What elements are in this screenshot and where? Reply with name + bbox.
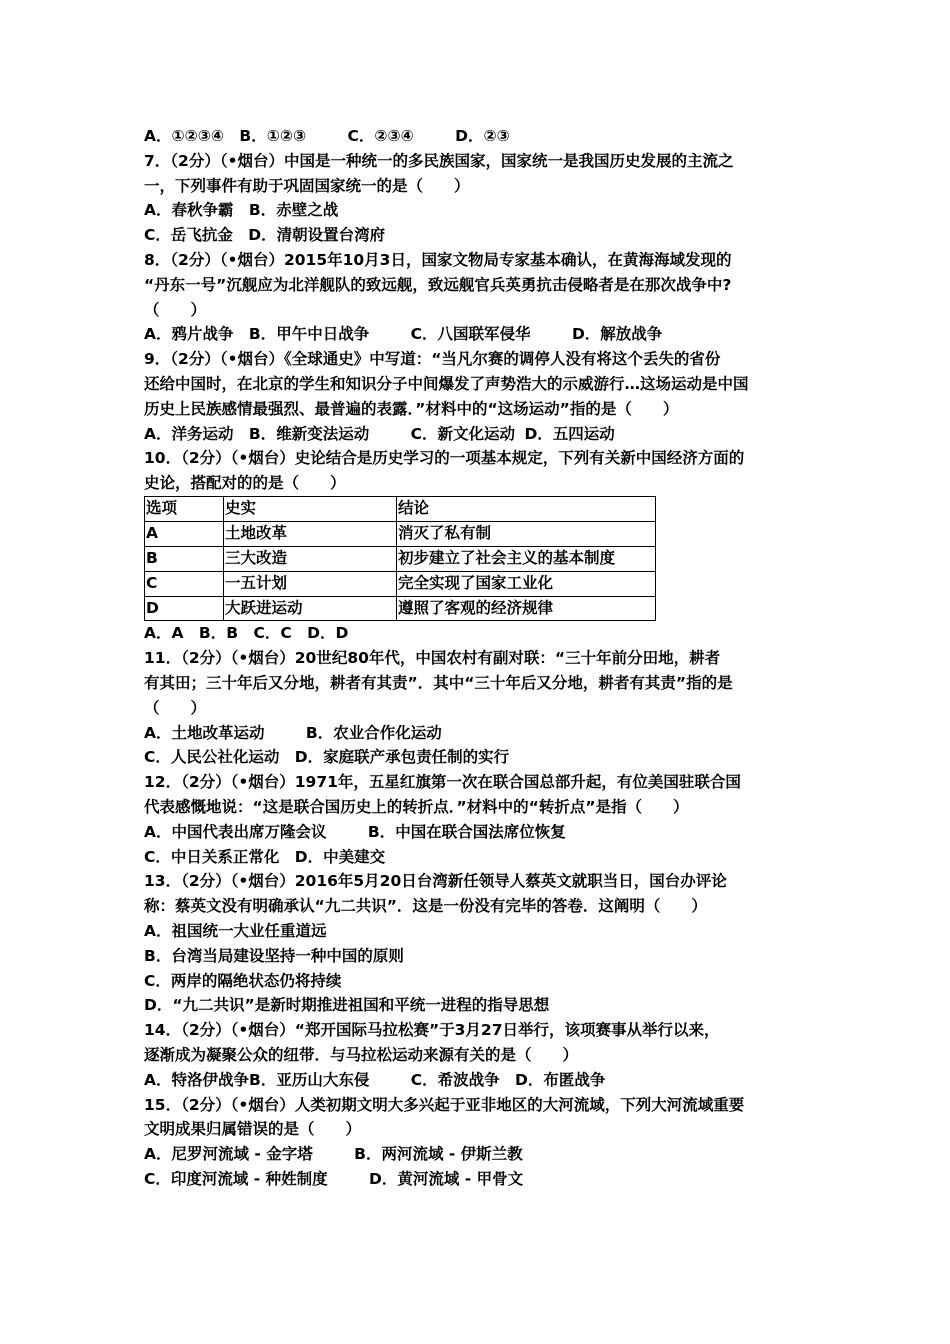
q15-stem-line: 15．（2分）（•烟台）人类初期文明大多兴起于亚非地区的大河流域，下列大河流域重要 <box>144 1095 745 1114</box>
q14-stem-line: 14．（2分）（•烟台）“郑开国际马拉松赛”于3月27日举行，该项赛事从举行以来， <box>144 1021 720 1040</box>
q15-option-d: D．黄河流域 - 甲骨文 <box>369 1170 524 1189</box>
q9-stem-line: 9．（2分）（•烟台）《全球通史》中写道：“当凡尔赛的调停人没有将这个丢失的省份 <box>144 350 721 369</box>
q13-option-d: D．“九二共识”是新时期推进祖国和平统一进程的指导思想 <box>144 996 550 1015</box>
q10-option-b: B．B <box>198 624 239 643</box>
exam-page <box>144 124 814 1192</box>
table-cell: 大跃进运动 <box>224 596 397 621</box>
q11-stem-line: 有其田；三十年后又分地，耕者有其责”．其中“三十年后又分地，耕者有其责”指的是 <box>144 674 733 693</box>
q8-option-d: D．解放战争 <box>571 325 663 344</box>
table-cell: 一五计划 <box>224 571 397 596</box>
q8-option-c: C．八国联军侵华 <box>410 325 531 344</box>
q15-option-b: B．两河流域 - 伊斯兰教 <box>354 1145 523 1164</box>
table-row <box>145 571 656 596</box>
table-cell: C <box>145 571 224 596</box>
q7-stem-line: 一，下列事件有助于巩固国家统一的是（ ） <box>144 176 470 195</box>
q6-option-a: A．①②③④ <box>144 127 224 145</box>
q11-option-a: A．土地改革运动 <box>144 723 265 742</box>
q12-stem-line: 代表感慨地说：“这是联合国历史上的转折点．”材料中的“转折点”是指（ ） <box>144 798 689 817</box>
q11-option-d: D．家庭联产承包责任制的实行 <box>294 748 510 767</box>
q7-option-d: D．清朝设置台湾府 <box>248 226 386 245</box>
q8-option-a: A．鸦片战争 <box>144 325 234 344</box>
q9-option-d: D．五四运动 <box>524 424 615 443</box>
q14-stem-line: 逐渐成为凝聚公众的纽带．与马拉松运动来源有关的是（ ） <box>144 1046 579 1065</box>
q7-option-c: C．岳飞抗金 <box>144 226 233 245</box>
q13-option-a: A．祖国统一大业任重道远 <box>144 922 327 941</box>
q15-option-c: C．印度河流域 - 种姓制度 <box>144 1170 328 1189</box>
q7-stem-line: 7．（2分）（•烟台）中国是一种统一的多民族国家，国家统一是我国历史发展的主流之 <box>144 151 734 170</box>
q10-stem-line: 10．（2分）（•烟台）史论结合是历史学习的一项基本规定，下列有关新中国经济方面的 <box>144 449 745 468</box>
q12-option-d: D．中美建交 <box>294 847 386 866</box>
q11-stem-line: 11．（2分）（•烟台）20世纪80年代，中国农村有副对联：“三十年前分田地，耕者 <box>144 649 721 668</box>
q14-options <box>144 1068 814 1093</box>
q11-option-c: C．人民公社化运动 <box>144 748 280 767</box>
q9-option-a: A．洋务运动 <box>144 424 234 443</box>
q15-stem-line: 文明成果归属错误的是（ ） <box>144 1120 362 1139</box>
table-cell: 消灭了私有制 <box>397 521 656 546</box>
q12-option-b: B．中国在联合国法席位恢复 <box>367 822 566 841</box>
q15-option-a: A．尼罗河流域 - 金字塔 <box>144 1145 313 1164</box>
q6-option-c: C．②③④ <box>347 127 414 145</box>
table-cell: B <box>145 546 224 571</box>
q10-option-c: C．C <box>253 624 292 643</box>
table-header-row <box>145 496 656 521</box>
q9-option-b: B．维新变法运动 <box>248 424 370 443</box>
table-cell: 遵照了客观的经济规律 <box>397 596 656 621</box>
q12-stem-line: 12．（2分）（•烟台）1971年，五星红旗第一次在联合国总部升起，有位美国驻联合国 <box>144 773 741 792</box>
q10-table <box>144 496 656 622</box>
table-header-cell: 史实 <box>224 496 397 521</box>
table-header-cell: 选项 <box>145 496 224 521</box>
q15-options-row <box>144 1167 814 1192</box>
q10-option-d: D．D <box>307 624 349 643</box>
q9-option-c: C．新文化运动 <box>410 424 516 443</box>
q12-options-row <box>144 845 814 870</box>
q7-options-row <box>144 198 814 223</box>
table-row <box>145 521 656 546</box>
table-cell: A <box>145 521 224 546</box>
q11-options-row <box>144 745 814 770</box>
table-cell: 完全实现了国家工业化 <box>397 571 656 596</box>
q13-stem-line: 称：蔡英文没有明确承认“九二共识”．这是一份没有完毕的答卷．这阐明（ ） <box>144 897 707 916</box>
table-cell: D <box>145 596 224 621</box>
q11-options-row <box>144 721 814 746</box>
q13-option-b: B．台湾当局建设坚持一种中国的原则 <box>144 946 404 965</box>
table-header-cell: 结论 <box>397 496 656 521</box>
q7-option-a: A．春秋争霸 <box>144 201 234 220</box>
q12-options-row <box>144 820 814 845</box>
q8-stem-line: 8．（2分）（•烟台）2015年10月3日，国家文物局专家基本确认，在黄海海域发现的 <box>144 250 732 269</box>
q8-stem-line: （ ） <box>144 300 207 319</box>
q8-option-b: B．甲午中日战争 <box>248 325 370 344</box>
q12-option-a: A．中国代表出席万隆会议 <box>144 822 327 841</box>
table-row <box>145 546 656 571</box>
q14-option-a: A．特洛伊战争 <box>144 1070 249 1089</box>
q8-options <box>144 322 814 347</box>
q13-option-c: C．两岸的隔绝状态仍将持续 <box>144 971 342 990</box>
q7-option-b: B．赤壁之战 <box>248 201 339 220</box>
q10-stem-line: 史论，搭配对的的是（ ） <box>144 474 346 493</box>
q14-option-b: B．亚历山大东侵 <box>249 1070 370 1089</box>
q14-option-d: D．布匿战争 <box>515 1070 606 1089</box>
q9-stem-line: 历史上民族感情最强烈、最普遍的表露．”材料中的“这场运动”指的是（ ） <box>144 399 679 418</box>
q8-stem-line: “丹东一号”沉舰应为北洋舰队的致远舰，致远舰官兵英勇抗击侵略者是在那次战争中? <box>144 275 732 294</box>
q6-options <box>144 124 814 149</box>
q6-option-b: B．①②③ <box>239 127 307 145</box>
q10-options <box>144 621 814 646</box>
q10-option-a: A．A <box>144 624 184 643</box>
table-row <box>145 596 656 621</box>
q12-option-c: C．中日关系正常化 <box>144 847 280 866</box>
table-cell: 初步建立了社会主义的基本制度 <box>397 546 656 571</box>
q11-option-b: B．农业合作化运动 <box>305 723 442 742</box>
q9-stem-line: 还给中国时，在北京的学生和知识分子中间爆发了声势浩大的示威游行…这场运动是中国 <box>144 374 749 393</box>
table-cell: 土地改革 <box>224 521 397 546</box>
q7-options-row <box>144 223 814 248</box>
q11-stem-line: （ ） <box>144 698 207 717</box>
q13-stem-line: 13．（2分）（•烟台）2016年5月20日台湾新任领导人蔡英文就职当日，国台办评论 <box>144 872 727 891</box>
q9-options <box>144 422 814 447</box>
q14-option-c: C．希波战争 <box>410 1070 500 1089</box>
q15-options-row <box>144 1142 814 1167</box>
q6-option-d: D．②③ <box>455 127 510 145</box>
table-cell: 三大改造 <box>224 546 397 571</box>
